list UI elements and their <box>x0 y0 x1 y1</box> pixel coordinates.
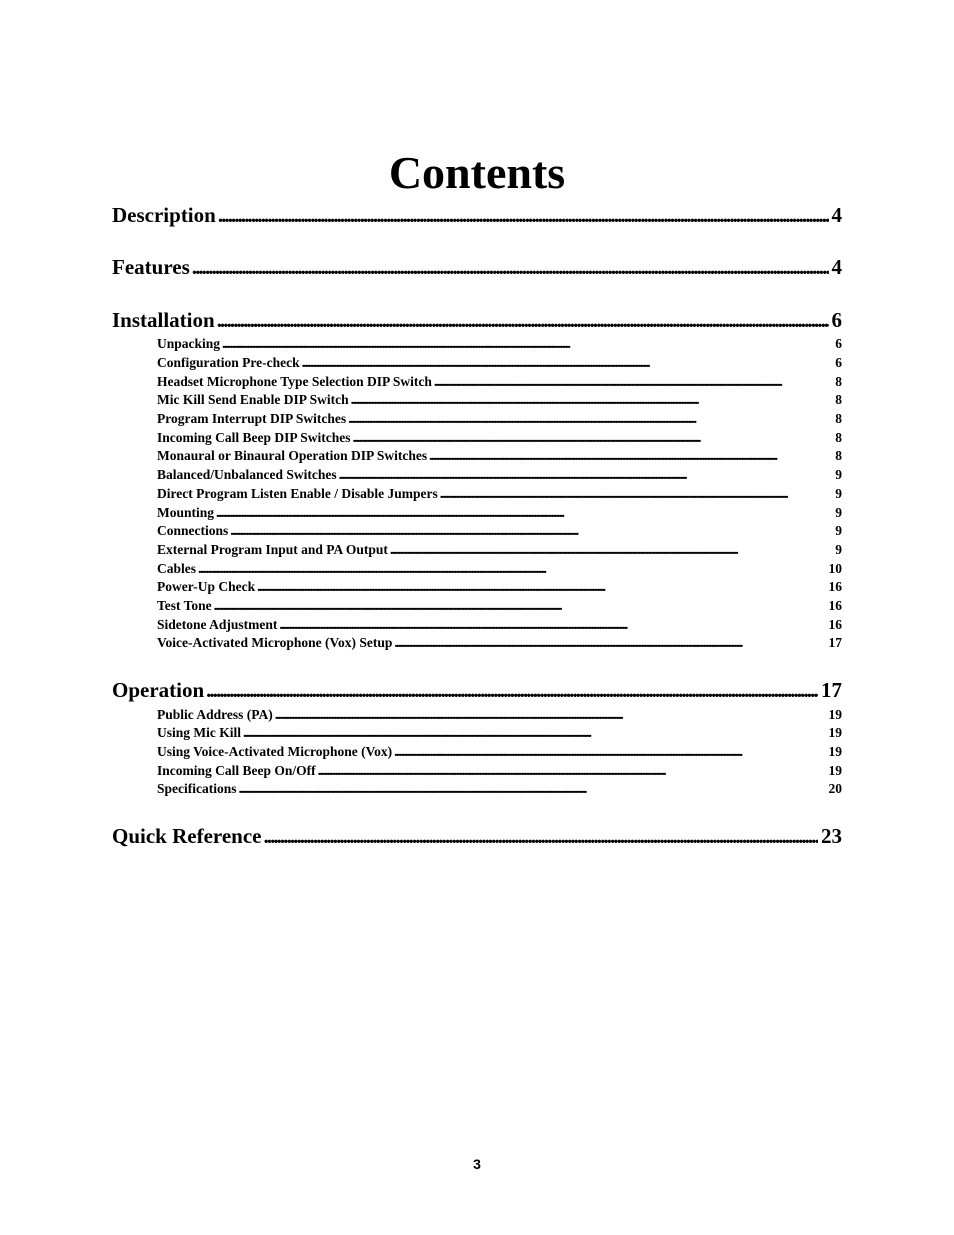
toc-entry-label: Connections <box>157 523 229 538</box>
toc-entry-label: Mounting <box>157 505 215 520</box>
toc-entry-label: Direct Program Listen Enable / Disable Jumpers <box>157 486 438 501</box>
toc-subsection-entry[interactable] <box>157 466 842 483</box>
toc-subsection-entry[interactable] <box>157 504 842 521</box>
toc-section-entry[interactable] <box>112 307 842 333</box>
toc-subsection-entry[interactable] <box>157 391 842 408</box>
toc-subsection-entry[interactable] <box>157 447 842 464</box>
toc-entry-page: 8 <box>835 430 842 445</box>
toc-subsection-entry[interactable] <box>157 762 842 779</box>
toc-entry-label: Specifications <box>157 781 237 796</box>
toc-subsection-entry[interactable] <box>157 541 842 558</box>
toc-entry-page: 16 <box>828 579 842 594</box>
toc-subsection-entry[interactable] <box>157 335 842 352</box>
toc-subsection-entry[interactable] <box>157 354 842 371</box>
toc-subsection-entry[interactable] <box>157 706 842 723</box>
toc-dot-leader <box>279 616 825 633</box>
toc-entry-label: Mic Kill Send Enable DIP Switch <box>157 392 349 407</box>
toc-subsection-entry[interactable] <box>157 616 842 633</box>
toc-subsection-entry[interactable] <box>157 522 842 539</box>
toc-section-entry[interactable] <box>112 677 842 703</box>
toc-subsection-entry[interactable] <box>157 560 842 577</box>
toc-entry-label: Using Mic Kill <box>157 725 241 740</box>
toc-entry-label: Balanced/Unbalanced Switches <box>157 467 337 482</box>
toc-entry-page: 4 <box>831 255 842 279</box>
toc-entry-label: Incoming Call Beep On/Off <box>157 763 316 778</box>
toc-entry-page: 23 <box>821 824 842 848</box>
toc-section-entry[interactable] <box>112 202 842 228</box>
toc-dot-leader <box>394 743 825 760</box>
toc-subsection-entry[interactable] <box>157 743 842 760</box>
page-number: 3 <box>473 1156 481 1172</box>
toc-dot-leader <box>394 634 825 651</box>
toc-entry-label: Unpacking <box>157 336 221 351</box>
toc-entry-label: External Program Input and PA Output <box>157 542 388 557</box>
toc-subsection-entry[interactable] <box>157 410 842 427</box>
toc-entry-page: 8 <box>835 392 842 407</box>
toc-dot-leader <box>302 354 833 371</box>
toc-entry-label: Test Tone <box>157 598 212 613</box>
toc-entry-page: 19 <box>828 744 842 759</box>
toc-dot-leader <box>218 202 829 228</box>
toc-dot-leader <box>429 447 832 464</box>
toc-dot-leader <box>440 485 833 502</box>
toc-entry-page: 20 <box>828 781 842 796</box>
toc-entry-page: 9 <box>835 486 842 501</box>
toc-entry-label: Description <box>112 203 216 227</box>
toc-entry-page: 17 <box>821 678 842 702</box>
toc-entry-label: Incoming Call Beep DIP Switches <box>157 430 351 445</box>
toc-dot-leader <box>318 762 826 779</box>
toc-entry-page: 10 <box>828 561 842 576</box>
toc-entry-page: 9 <box>835 505 842 520</box>
toc-subsection-entry[interactable] <box>157 597 842 614</box>
toc-entry-page: 9 <box>835 542 842 557</box>
toc-dot-leader <box>434 373 832 390</box>
toc-section-entry[interactable] <box>112 254 842 280</box>
toc-subsection-entry[interactable] <box>157 373 842 390</box>
toc-entry-label: Public Address (PA) <box>157 707 273 722</box>
toc-entry-page: 9 <box>835 523 842 538</box>
toc-dot-leader <box>348 410 832 427</box>
toc-dot-leader <box>239 780 826 797</box>
toc-entry-page: 19 <box>828 725 842 740</box>
toc-dot-leader <box>243 724 826 741</box>
toc-entry-label: Cables <box>157 561 197 576</box>
toc-entry-page: 8 <box>835 411 842 426</box>
toc-entry-label: Features <box>112 255 190 279</box>
toc-subsection-entry[interactable] <box>157 634 842 651</box>
toc-entry-label: Configuration Pre-check <box>157 355 300 370</box>
toc-entry-page: 17 <box>828 635 842 650</box>
toc-entry-label: Operation <box>112 678 205 702</box>
toc-entry-label: Installation <box>112 308 215 332</box>
toc-dot-leader <box>222 335 832 352</box>
toc-dot-leader <box>257 578 825 595</box>
toc-entry-label: Monaural or Binaural Operation DIP Switches <box>157 448 428 463</box>
toc-entry-page: 8 <box>835 374 842 389</box>
toc-subsection-entry[interactable] <box>157 485 842 502</box>
toc-dot-leader <box>192 254 829 280</box>
toc-subsection-entry[interactable] <box>157 429 842 446</box>
toc-entry-label: Using Voice-Activated Microphone (Vox) <box>157 744 393 759</box>
toc-entry-label: Quick Reference <box>112 824 262 848</box>
toc-dot-leader <box>216 504 832 521</box>
page-title: Contents <box>388 146 566 198</box>
toc-entry-page: 19 <box>828 763 842 778</box>
toc-entry-page: 4 <box>831 203 842 227</box>
toc-dot-leader <box>217 307 829 333</box>
toc-entry-page: 8 <box>835 448 842 463</box>
toc-dot-leader <box>275 706 826 723</box>
toc-dot-leader <box>339 466 833 483</box>
toc-dot-leader <box>351 391 833 408</box>
toc-subsection-entry[interactable] <box>157 578 842 595</box>
toc-entry-page: 16 <box>828 598 842 613</box>
toc-entry-page: 16 <box>828 617 842 632</box>
toc-entry-page: 6 <box>835 336 842 351</box>
toc-dot-leader <box>198 560 825 577</box>
toc-dot-leader <box>214 597 826 614</box>
toc-entry-label: Headset Microphone Type Selection DIP Switch <box>157 374 432 389</box>
toc-entry-page: 6 <box>831 308 842 332</box>
toc-dot-leader <box>353 429 833 446</box>
toc-entry-label: Program Interrupt DIP Switches <box>157 411 347 426</box>
toc-entry-label: Sidetone Adjustment <box>157 617 278 632</box>
toc-dot-leader <box>263 823 818 849</box>
toc-entry-page: 6 <box>835 355 842 370</box>
toc-dot-leader <box>390 541 832 558</box>
toc-section-entry[interactable] <box>112 823 842 849</box>
toc-dot-leader <box>206 677 818 703</box>
toc-entry-label: Voice-Activated Microphone (Vox) Setup <box>157 635 393 650</box>
toc-subsection-entry[interactable] <box>157 724 842 741</box>
toc-entry-label: Power-Up Check <box>157 579 256 594</box>
toc-entry-page: 9 <box>835 467 842 482</box>
toc-entry-page: 19 <box>828 707 842 722</box>
toc-subsection-entry[interactable] <box>157 780 842 797</box>
toc-dot-leader <box>230 522 832 539</box>
